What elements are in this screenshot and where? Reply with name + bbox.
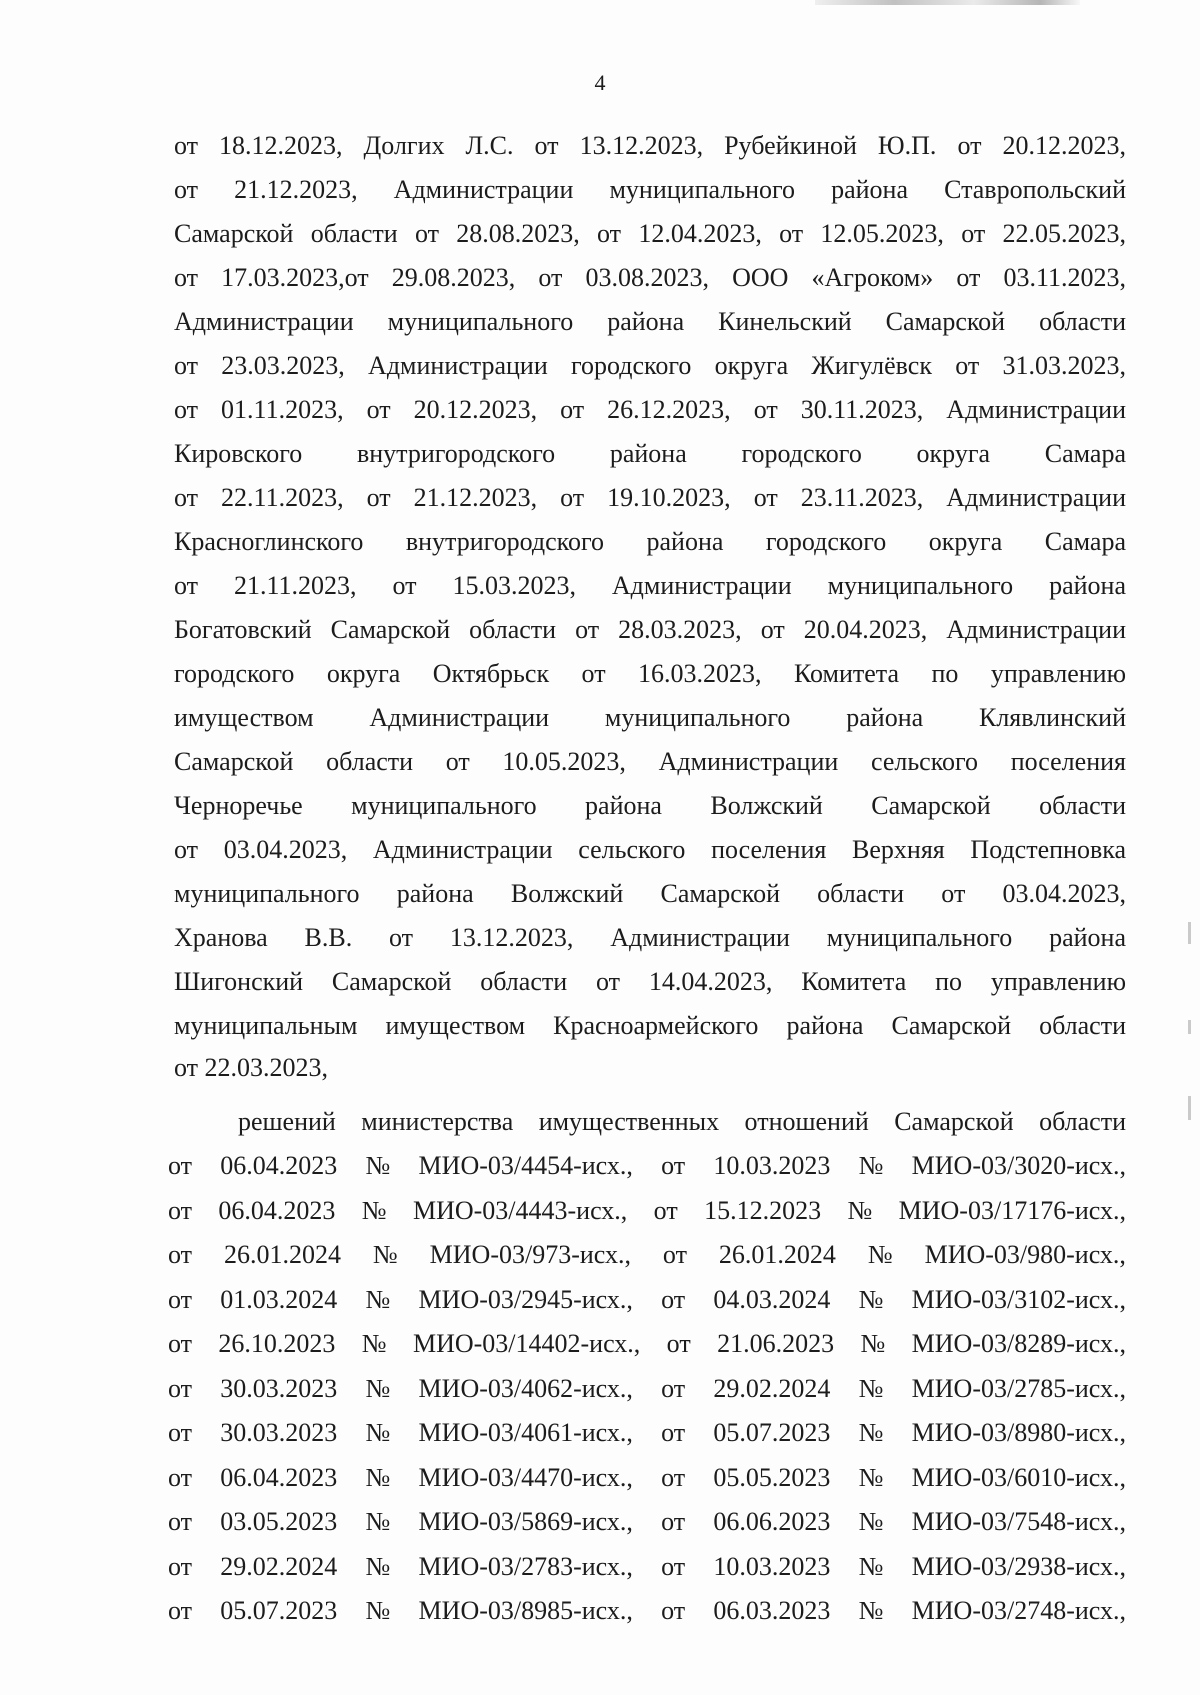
reference-token: № bbox=[858, 1596, 884, 1625]
text-line: от 23.03.2023, Администрации городского округа Жигулёвск от 31.03.2023, bbox=[174, 351, 1126, 380]
reference-token: 01.03.2024 bbox=[220, 1285, 338, 1314]
text-line: муниципальным имуществом Красноармейского района Самарской области bbox=[174, 1011, 1126, 1040]
reference-token: от bbox=[661, 1552, 686, 1581]
text-line: Администрации муниципального района Кинельский Самарской области bbox=[174, 307, 1126, 336]
reference-token: 03.05.2023 bbox=[220, 1507, 338, 1536]
reference-token: 04.03.2024 bbox=[713, 1285, 831, 1314]
reference-token: № bbox=[361, 1196, 387, 1225]
reference-token: от bbox=[661, 1285, 686, 1314]
text-line: от 22.11.2023, от 21.12.2023, от 19.10.2023, от 23.11.2023, Администрации bbox=[174, 483, 1126, 512]
scan-artifact bbox=[1188, 1020, 1191, 1034]
text-line: Кировского внутригородского района городского округа Самара bbox=[174, 439, 1126, 468]
reference-token: от bbox=[168, 1151, 193, 1180]
reference-token: от bbox=[662, 1240, 687, 1269]
reference-token: № bbox=[847, 1196, 873, 1225]
reference-token: 26.01.2024 bbox=[223, 1240, 341, 1269]
reference-token: № bbox=[858, 1151, 884, 1180]
reference-token: № bbox=[858, 1374, 884, 1403]
reference-token: 29.02.2024 bbox=[713, 1374, 831, 1403]
reference-row bbox=[168, 1415, 1126, 1451]
reference-row bbox=[168, 1326, 1126, 1362]
reference-token: от bbox=[661, 1151, 686, 1180]
reference-token: от bbox=[168, 1240, 193, 1269]
reference-token: 30.03.2023 bbox=[220, 1418, 338, 1447]
reference-token: МИО-03/7548-исх., bbox=[911, 1507, 1126, 1536]
reference-token: от bbox=[661, 1374, 686, 1403]
text-line: Красноглинского внутригородского района городского округа Самара bbox=[174, 527, 1126, 556]
reference-token: № bbox=[365, 1285, 391, 1314]
reference-token: МИО-03/17176-исх., bbox=[898, 1196, 1126, 1225]
scan-artifact bbox=[1188, 922, 1191, 944]
reference-token: МИО-03/2783-исх., bbox=[418, 1552, 633, 1581]
reference-token: 15.12.2023 bbox=[704, 1196, 822, 1225]
scan-artifact bbox=[1188, 1096, 1191, 1120]
reference-row bbox=[168, 1549, 1126, 1585]
reference-row bbox=[168, 1460, 1126, 1496]
paragraph-first-line: решений министерства имущественных отношений Самарской области bbox=[238, 1107, 1126, 1136]
reference-token: от bbox=[168, 1418, 193, 1447]
reference-token: от bbox=[168, 1463, 193, 1492]
reference-token: 06.06.2023 bbox=[713, 1507, 831, 1536]
reference-token: № bbox=[858, 1507, 884, 1536]
text-line: от 01.11.2023, от 20.12.2023, от 26.12.2023, от 30.11.2023, Администрации bbox=[174, 395, 1126, 424]
reference-token: 29.02.2024 bbox=[220, 1552, 338, 1581]
reference-token: МИО-03/5869-исх., bbox=[418, 1507, 633, 1536]
text-line: Хранова В.В. от 13.12.2023, Администрации муниципального района bbox=[174, 923, 1126, 952]
reference-token: от bbox=[168, 1596, 193, 1625]
reference-token: 10.03.2023 bbox=[713, 1151, 831, 1180]
reference-token: 26.01.2024 bbox=[718, 1240, 836, 1269]
reference-token: от bbox=[661, 1418, 686, 1447]
page-number: 4 bbox=[594, 70, 606, 95]
reference-token: МИО-03/4454-исх., bbox=[418, 1151, 633, 1180]
reference-token: № bbox=[372, 1240, 398, 1269]
reference-token: № bbox=[858, 1285, 884, 1314]
reference-token: 06.03.2023 bbox=[713, 1596, 831, 1625]
text-line: от 18.12.2023, Долгих Л.С. от 13.12.2023, Рубейкиной Ю.П. от 20.12.2023, bbox=[174, 131, 1126, 160]
reference-token: № bbox=[365, 1507, 391, 1536]
reference-token: МИО-03/2748-исх., bbox=[911, 1596, 1126, 1625]
reference-token: МИО-03/6010-исх., bbox=[911, 1463, 1126, 1492]
text-line: Самарской области от 10.05.2023, Администрации сельского поселения bbox=[174, 747, 1126, 776]
reference-token: от bbox=[666, 1329, 691, 1358]
text-line: от 17.03.2023,от 29.08.2023, от 03.08.2023, ООО «Агроком» от 03.11.2023, bbox=[174, 263, 1126, 292]
reference-token: МИО-03/3020-исх., bbox=[911, 1151, 1126, 1180]
reference-token: от bbox=[661, 1596, 686, 1625]
reference-token: МИО-03/4061-исх., bbox=[418, 1418, 633, 1447]
reference-row bbox=[168, 1593, 1126, 1629]
reference-token: МИО-03/8289-исх., bbox=[911, 1329, 1126, 1358]
reference-token: от bbox=[168, 1329, 193, 1358]
text-line: от 21.11.2023, от 15.03.2023, Администрации муниципального района bbox=[174, 571, 1126, 600]
reference-token: 26.10.2023 bbox=[218, 1329, 336, 1358]
text-line: городского округа Октябрьск от 16.03.2023, Комитета по управлению bbox=[174, 659, 1126, 688]
reference-token: № bbox=[365, 1596, 391, 1625]
reference-token: 05.05.2023 bbox=[713, 1463, 831, 1492]
reference-token: № bbox=[361, 1329, 387, 1358]
reference-token: 05.07.2023 bbox=[713, 1418, 831, 1447]
reference-token: МИО-03/8985-исх., bbox=[418, 1596, 633, 1625]
reference-token: 10.03.2023 bbox=[713, 1552, 831, 1581]
reference-token: № bbox=[860, 1329, 886, 1358]
reference-token: 06.04.2023 bbox=[218, 1196, 336, 1225]
text-line: от 03.04.2023, Администрации сельского поселения Верхняя Подстепновка bbox=[174, 835, 1126, 864]
reference-token: 06.04.2023 bbox=[220, 1463, 338, 1492]
reference-token: № bbox=[365, 1374, 391, 1403]
reference-row bbox=[168, 1148, 1126, 1184]
reference-row bbox=[168, 1282, 1126, 1318]
reference-token: № bbox=[365, 1418, 391, 1447]
reference-token: от bbox=[168, 1196, 193, 1225]
reference-token: от bbox=[168, 1285, 193, 1314]
text-line: Черноречье муниципального района Волжский Самарской области bbox=[174, 791, 1126, 820]
reference-token: № bbox=[858, 1418, 884, 1447]
reference-token: № bbox=[365, 1463, 391, 1492]
text-line: от 22.03.2023, bbox=[174, 1053, 329, 1082]
reference-token: № bbox=[365, 1552, 391, 1581]
reference-token: МИО-03/973-исх., bbox=[429, 1240, 631, 1269]
reference-row bbox=[168, 1371, 1126, 1407]
reference-token: 05.07.2023 bbox=[220, 1596, 338, 1625]
reference-token: МИО-03/8980-исх., bbox=[911, 1418, 1126, 1447]
reference-token: 21.06.2023 bbox=[717, 1329, 835, 1358]
reference-row bbox=[168, 1504, 1126, 1540]
reference-token: МИО-03/2938-исх., bbox=[911, 1552, 1126, 1581]
reference-token: МИО-03/3102-исх., bbox=[911, 1285, 1126, 1314]
reference-token: МИО-03/4062-исх., bbox=[418, 1374, 633, 1403]
reference-token: МИО-03/14402-исх., bbox=[412, 1329, 641, 1358]
reference-token: от bbox=[661, 1463, 686, 1492]
reference-token: от bbox=[168, 1552, 193, 1581]
reference-token: от bbox=[168, 1507, 193, 1536]
scan-artifact bbox=[815, 0, 1080, 5]
reference-token: МИО-03/4470-исх., bbox=[418, 1463, 633, 1492]
reference-token: МИО-03/980-исх., bbox=[924, 1240, 1126, 1269]
text-line: Самарской области от 28.08.2023, от 12.04.2023, от 12.05.2023, от 22.05.2023, bbox=[174, 219, 1126, 248]
reference-token: МИО-03/4443-исх., bbox=[412, 1196, 628, 1225]
reference-token: № bbox=[365, 1151, 391, 1180]
reference-row bbox=[168, 1237, 1126, 1273]
reference-token: 30.03.2023 bbox=[220, 1374, 338, 1403]
reference-token: от bbox=[168, 1374, 193, 1403]
reference-row bbox=[168, 1193, 1126, 1229]
reference-token: от bbox=[661, 1507, 686, 1536]
reference-token: № bbox=[858, 1463, 884, 1492]
text-line: Шигонский Самарской области от 14.04.2023, Комитета по управлению bbox=[174, 967, 1126, 996]
reference-token: МИО-03/2785-исх., bbox=[911, 1374, 1126, 1403]
text-line: Богатовский Самарской области от 28.03.2023, от 20.04.2023, Администрации bbox=[174, 615, 1126, 644]
reference-token: МИО-03/2945-исх., bbox=[418, 1285, 633, 1314]
reference-token: № bbox=[867, 1240, 893, 1269]
text-line: имуществом Администрации муниципального района Клявлинский bbox=[174, 703, 1126, 732]
reference-token: от bbox=[653, 1196, 678, 1225]
reference-token: 06.04.2023 bbox=[220, 1151, 338, 1180]
text-line: муниципального района Волжский Самарской области от 03.04.2023, bbox=[174, 879, 1126, 908]
reference-token: № bbox=[858, 1552, 884, 1581]
text-line: от 21.12.2023, Администрации муниципального района Ставропольский bbox=[174, 175, 1126, 204]
